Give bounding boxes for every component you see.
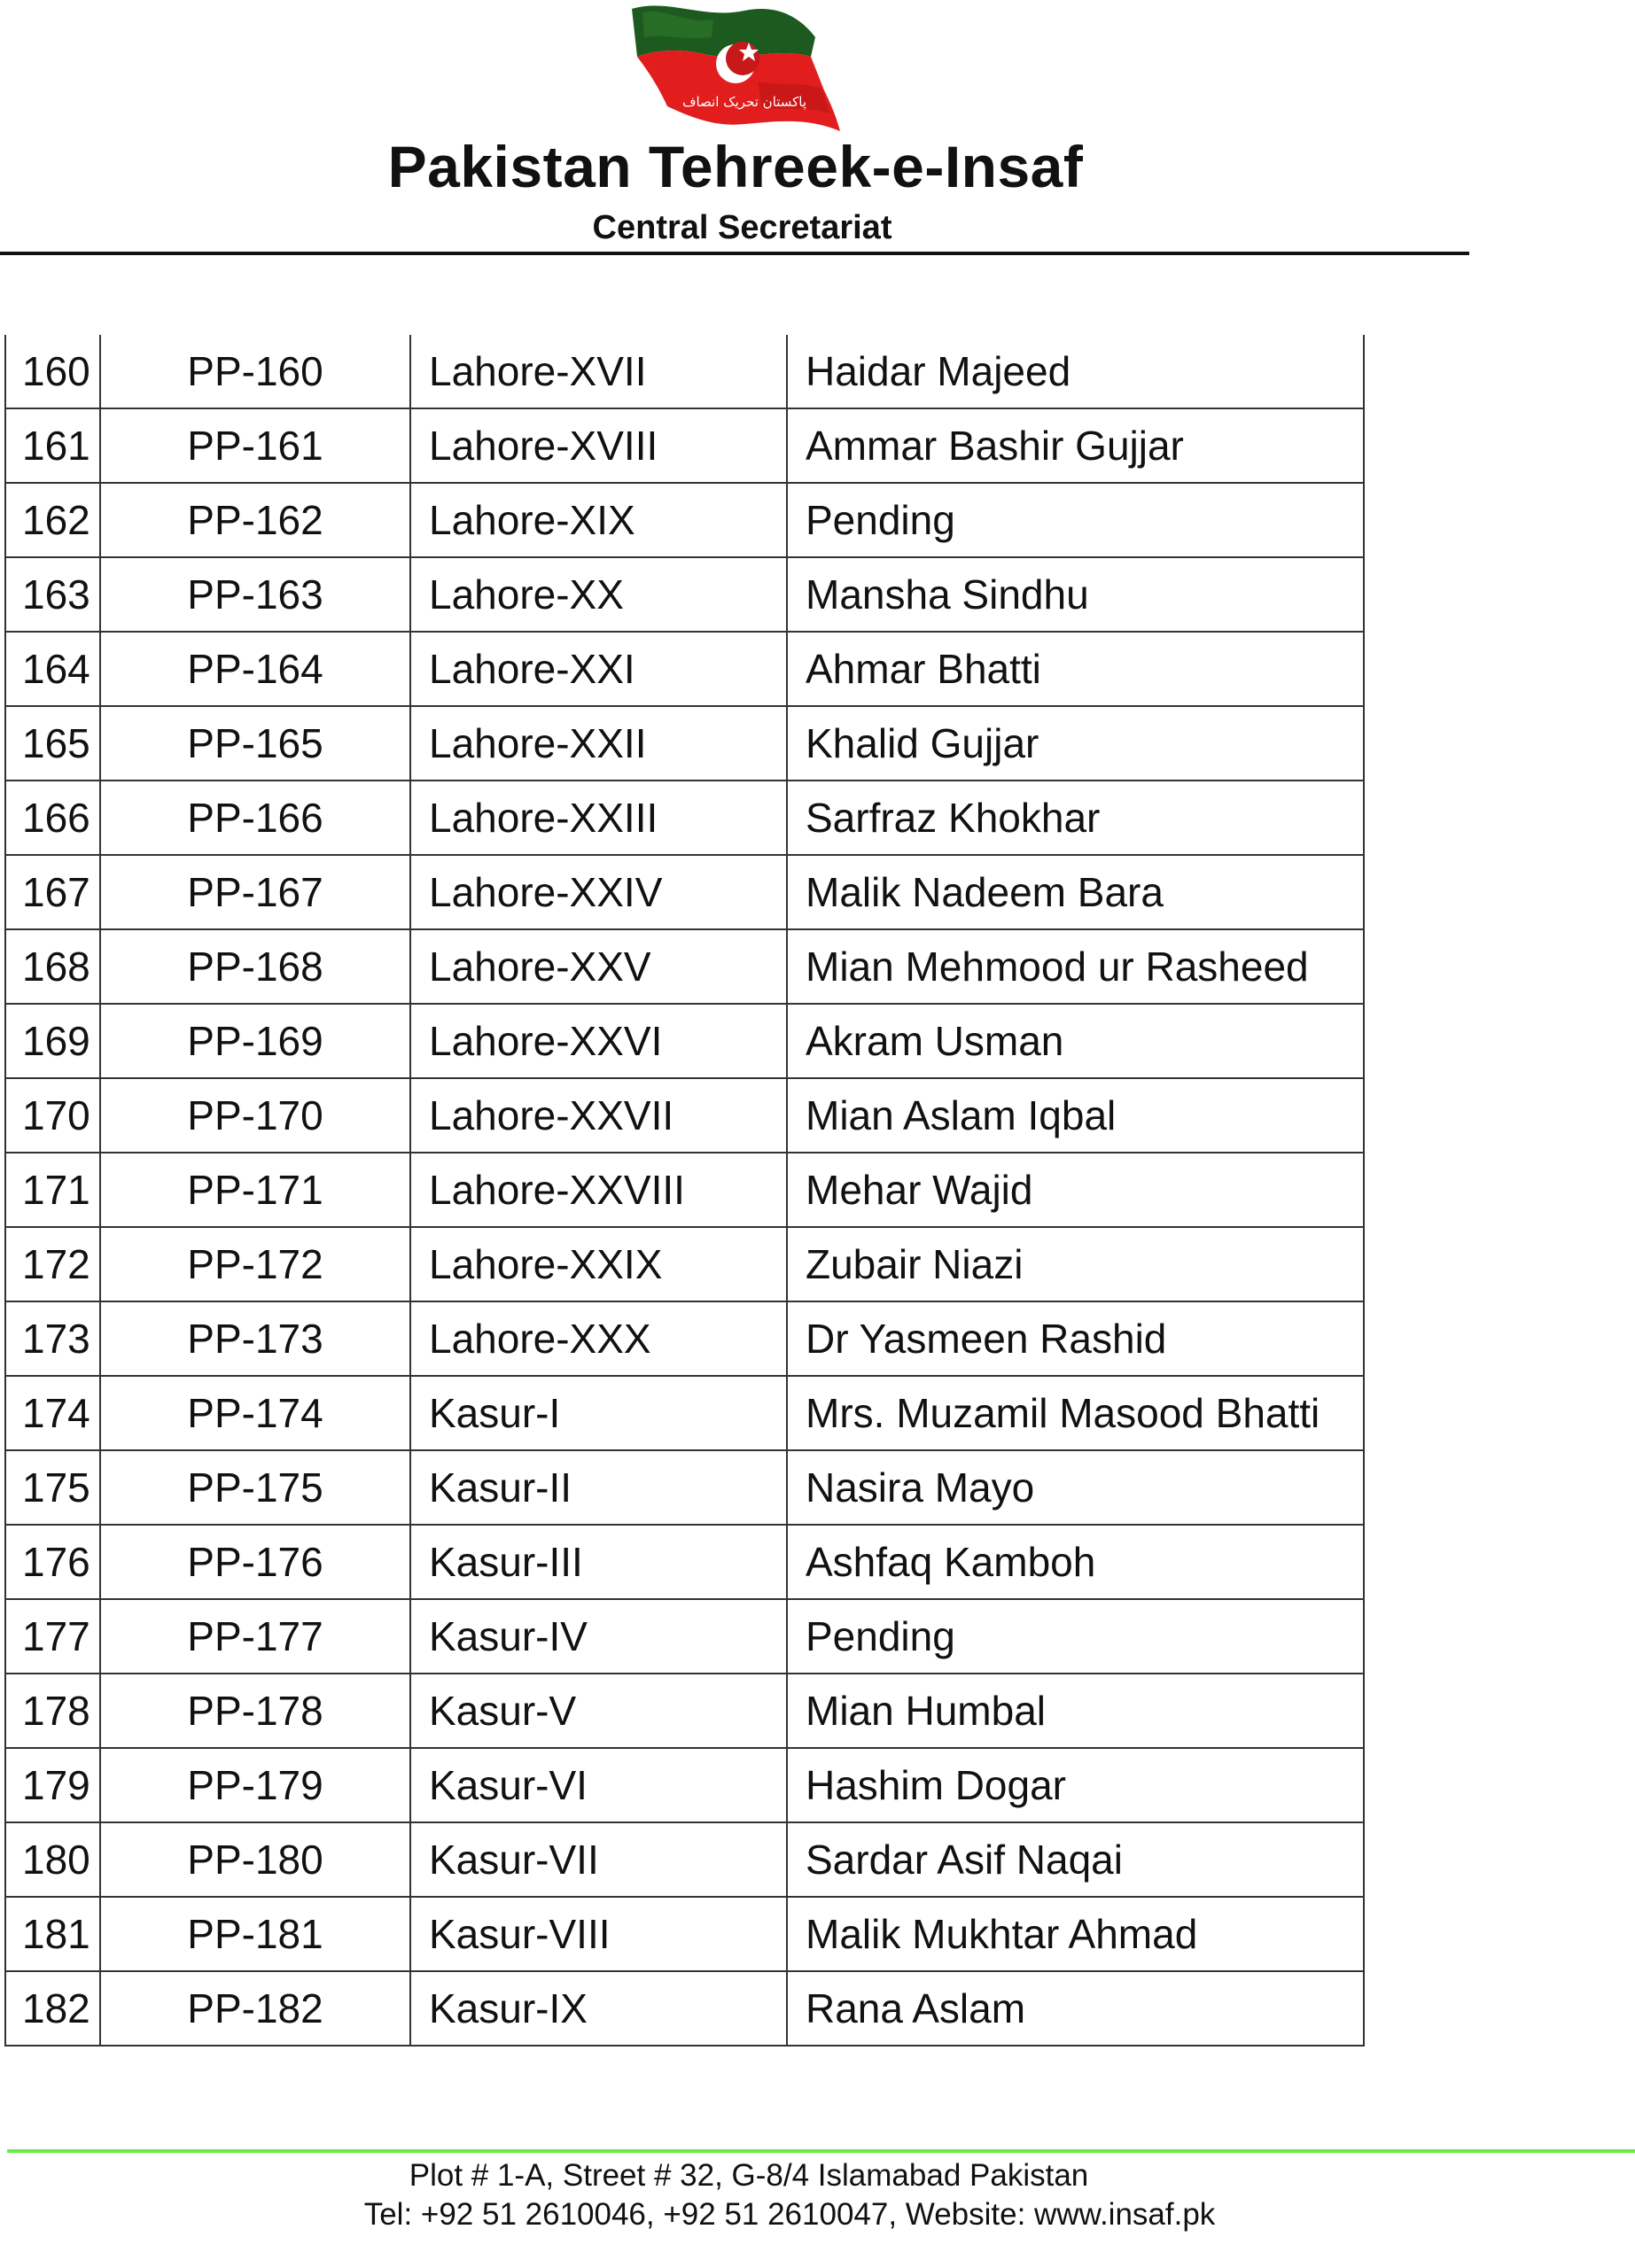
constituency-area-cell: Lahore-XIX [410,483,787,557]
constituency-code-cell: PP-178 [100,1674,410,1748]
table-row [5,1450,1364,1525]
table-row [5,1822,1364,1897]
candidate-name-cell: Rana Aslam [787,1971,1364,2046]
row-number-cell: 160 [5,335,100,408]
constituency-area-cell: Lahore-XXIX [410,1227,787,1301]
constituency-area-cell: Lahore-XXVIII [410,1153,787,1227]
row-number-cell: 176 [5,1525,100,1599]
table-row [5,632,1364,706]
candidate-name-cell: Mian Humbal [787,1674,1364,1748]
table-row [5,1674,1364,1748]
crescent-inner [726,42,759,75]
constituency-area-cell: Kasur-VIII [410,1897,787,1971]
flag-urdu-text: پاکستان تحریک انصاف [681,94,807,110]
constituency-code-cell: PP-166 [100,781,410,855]
row-number-cell: 181 [5,1897,100,1971]
table-row [5,1897,1364,1971]
row-number-cell: 175 [5,1450,100,1525]
candidate-name-cell: Mehar Wajid [787,1153,1364,1227]
row-number-cell: 163 [5,557,100,632]
row-number-cell: 182 [5,1971,100,2046]
candidate-name-cell: Malik Mukhtar Ahmad [787,1897,1364,1971]
row-number-cell: 165 [5,706,100,781]
constituency-code-cell: PP-160 [100,335,410,408]
constituency-area-cell: Lahore-XXIV [410,855,787,929]
constituency-code-cell: PP-163 [100,557,410,632]
table-row [5,1301,1364,1376]
table-row [5,1004,1364,1078]
row-number-cell: 164 [5,632,100,706]
constituency-area-cell: Lahore-XXX [410,1301,787,1376]
table-row [5,1599,1364,1674]
constituency-code-cell: PP-182 [100,1971,410,2046]
table-row [5,557,1364,632]
constituency-code-cell: PP-170 [100,1078,410,1153]
table-row [5,1153,1364,1227]
table-row [5,855,1364,929]
candidate-name-cell: Dr Yasmeen Rashid [787,1301,1364,1376]
constituency-area-cell: Kasur-IX [410,1971,787,2046]
candidate-name-cell: Sardar Asif Naqai [787,1822,1364,1897]
row-number-cell: 174 [5,1376,100,1450]
candidate-name-cell: Haidar Majeed [787,335,1364,408]
table-row [5,706,1364,781]
constituency-area-cell: Kasur-II [410,1450,787,1525]
candidate-name-cell: Pending [787,483,1364,557]
candidate-name-cell: Sarfraz Khokhar [787,781,1364,855]
candidate-name-cell: Ahmar Bhatti [787,632,1364,706]
candidate-name-cell: Pending [787,1599,1364,1674]
constituency-code-cell: PP-173 [100,1301,410,1376]
constituency-area-cell: Kasur-VI [410,1748,787,1822]
constituency-area-cell: Kasur-III [410,1525,787,1599]
constituency-code-cell: PP-171 [100,1153,410,1227]
organization-subtitle: Central Secretariat [592,209,892,246]
constituency-code-cell: PP-168 [100,929,410,1004]
row-number-cell: 162 [5,483,100,557]
constituency-area-cell: Lahore-XXII [410,706,787,781]
row-number-cell: 179 [5,1748,100,1822]
candidate-name-cell: Mrs. Muzamil Masood Bhatti [787,1376,1364,1450]
constituency-code-cell: PP-169 [100,1004,410,1078]
organization-name: Pakistan Tehreek-e-Insaf [387,134,1084,199]
footer-address: Plot # 1-A, Street # 32, G-8/4 Islamabad Pakistan [409,2158,1089,2193]
table-row [5,335,1364,408]
table-row [5,929,1364,1004]
footer-divider [7,2149,1635,2153]
constituency-area-cell: Lahore-XXV [410,929,787,1004]
constituency-code-cell: PP-174 [100,1376,410,1450]
row-number-cell: 173 [5,1301,100,1376]
row-number-cell: 170 [5,1078,100,1153]
constituency-area-cell: Lahore-XXVI [410,1004,787,1078]
row-number-cell: 177 [5,1599,100,1674]
candidate-name-cell: Zubair Niazi [787,1227,1364,1301]
constituency-area-cell: Lahore-XXVII [410,1078,787,1153]
constituency-code-cell: PP-167 [100,855,410,929]
candidate-name-cell: Hashim Dogar [787,1748,1364,1822]
constituency-code-cell: PP-162 [100,483,410,557]
row-number-cell: 180 [5,1822,100,1897]
table-row [5,781,1364,855]
constituency-code-cell: PP-177 [100,1599,410,1674]
constituency-area-cell: Lahore-XVIII [410,408,787,483]
table-row [5,1376,1364,1450]
constituency-code-cell: PP-180 [100,1822,410,1897]
row-number-cell: 168 [5,929,100,1004]
constituency-area-cell: Kasur-I [410,1376,787,1450]
row-number-cell: 161 [5,408,100,483]
table-row [5,483,1364,557]
constituency-code-cell: PP-161 [100,408,410,483]
row-number-cell: 171 [5,1153,100,1227]
candidate-name-cell: Akram Usman [787,1004,1364,1078]
constituency-area-cell: Lahore-XXI [410,632,787,706]
candidates-table [4,335,1365,2047]
constituency-area-cell: Kasur-V [410,1674,787,1748]
candidates-table-body [5,335,1364,2046]
footer-contact: Tel: +92 51 2610046, +92 51 2610047, Website: www.insaf.pk [363,2197,1216,2232]
constituency-area-cell: Lahore-XXIII [410,781,787,855]
constituency-code-cell: PP-164 [100,632,410,706]
candidate-name-cell: Khalid Gujjar [787,706,1364,781]
candidate-name-cell: Mian Mehmood ur Rasheed [787,929,1364,1004]
table-row [5,1078,1364,1153]
constituency-area-cell: Kasur-IV [410,1599,787,1674]
table-row [5,1748,1364,1822]
constituency-code-cell: PP-175 [100,1450,410,1525]
row-number-cell: 167 [5,855,100,929]
constituency-area-cell: Lahore-XVII [410,335,787,408]
row-number-cell: 178 [5,1674,100,1748]
candidate-name-cell: Mansha Sindhu [787,557,1364,632]
candidate-name-cell: Ammar Bashir Gujjar [787,408,1364,483]
constituency-area-cell: Lahore-XX [410,557,787,632]
candidate-name-cell: Malik Nadeem Bara [787,855,1364,929]
candidate-name-cell: Nasira Mayo [787,1450,1364,1525]
header-divider [0,252,1469,255]
constituency-code-cell: PP-172 [100,1227,410,1301]
candidate-name-cell: Ashfaq Kamboh [787,1525,1364,1599]
constituency-code-cell: PP-165 [100,706,410,781]
table-row [5,1227,1364,1301]
table-row [5,1971,1364,2046]
constituency-code-cell: PP-179 [100,1748,410,1822]
constituency-code-cell: PP-176 [100,1525,410,1599]
pti-flag-logo [625,2,842,133]
candidate-name-cell: Mian Aslam Iqbal [787,1078,1364,1153]
table-row [5,408,1364,483]
constituency-area-cell: Kasur-VII [410,1822,787,1897]
row-number-cell: 169 [5,1004,100,1078]
row-number-cell: 166 [5,781,100,855]
table-row [5,1525,1364,1599]
constituency-code-cell: PP-181 [100,1897,410,1971]
row-number-cell: 172 [5,1227,100,1301]
